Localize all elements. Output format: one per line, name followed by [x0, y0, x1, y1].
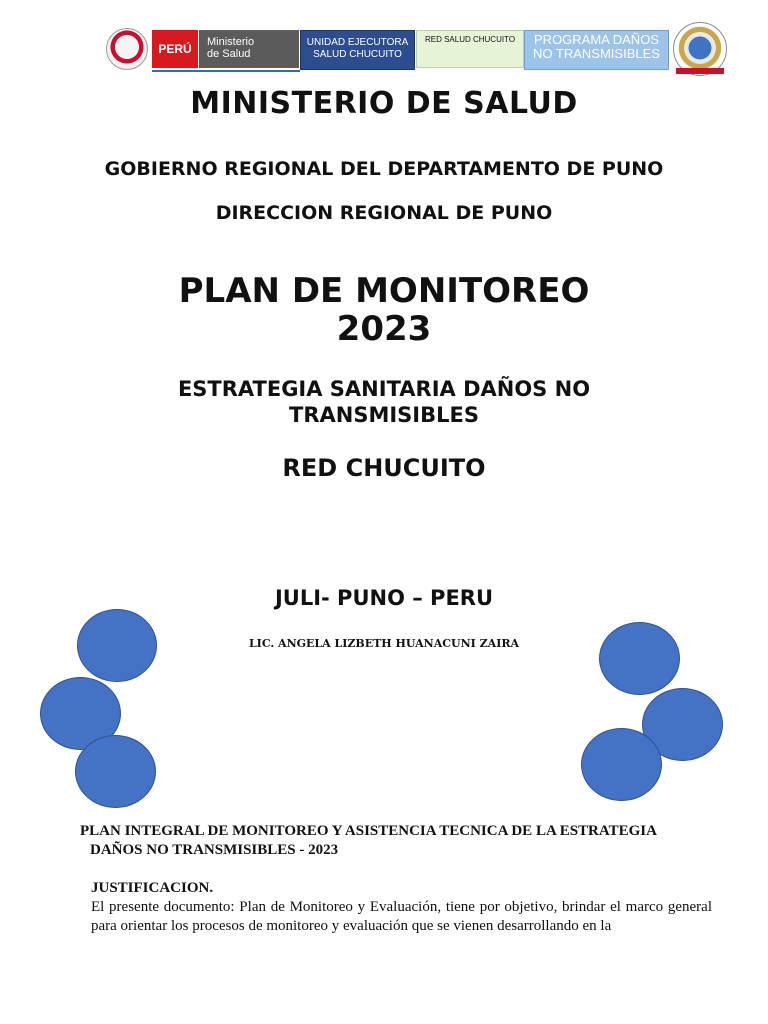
location: JULI- PUNO – PERU	[274, 586, 494, 610]
decorative-circle-4	[599, 622, 680, 695]
peru-coat-of-arms-icon	[106, 28, 148, 70]
programa-box: PROGRAMA DAÑOS NO TRANSMISIBLES	[524, 30, 669, 70]
decorative-circle-6	[581, 728, 662, 801]
unidad-ejecutora-box: UNIDAD EJECUTORA SALUD CHUCUITO	[300, 30, 415, 70]
red-salud-box: RED SALUD CHUCUITO	[416, 30, 524, 68]
decorative-circle-1	[77, 609, 157, 682]
document-title-line1: PLAN INTEGRAL DE MONITOREO Y ASISTENCIA TECNICA DE LA ESTRATEGIA	[80, 823, 657, 839]
red-title: RED CHUCUITO	[282, 454, 486, 482]
peru-logo: PERÚ	[152, 30, 198, 68]
author: LIC. ANGELA LIZBETH HUANACUNI ZAIRA	[248, 637, 520, 650]
document-title-line2: DAÑOS NO TRANSMISIBLES - 2023	[90, 842, 339, 858]
decorative-circle-3	[75, 735, 156, 808]
regional-seal-ribbon	[676, 68, 724, 74]
direccion-regional: DIRECCION REGIONAL DE PUNO	[215, 202, 553, 224]
minsa-logo	[199, 30, 299, 68]
header-logos	[0, 20, 768, 76]
document-title	[80, 822, 712, 860]
plan-title: PLAN DE MONITOREO 2023	[178, 271, 590, 349]
minsa-label-line2: de Salud	[207, 48, 251, 60]
justification-paragraph: El presente documento: Plan de Monitoreo y Evaluación, tiene por objetivo, brindar el marco general para orientar los procesos de monitoreo y evaluación que se vienen desarrollando en la	[91, 899, 712, 934]
logo-underline	[152, 70, 300, 72]
estrategia-title: ESTRATEGIA SANITARIA DAÑOS NO TRANSMISIBLES	[177, 377, 591, 427]
section-heading: JUSTIFICACION.	[91, 880, 214, 896]
ministry-title: MINISTERIO DE SALUD	[190, 86, 578, 121]
minsa-label-line1: Ministerio	[207, 36, 255, 48]
gobierno-regional: GOBIERNO REGIONAL DEL DEPARTAMENTO DE PUNO	[104, 158, 664, 180]
